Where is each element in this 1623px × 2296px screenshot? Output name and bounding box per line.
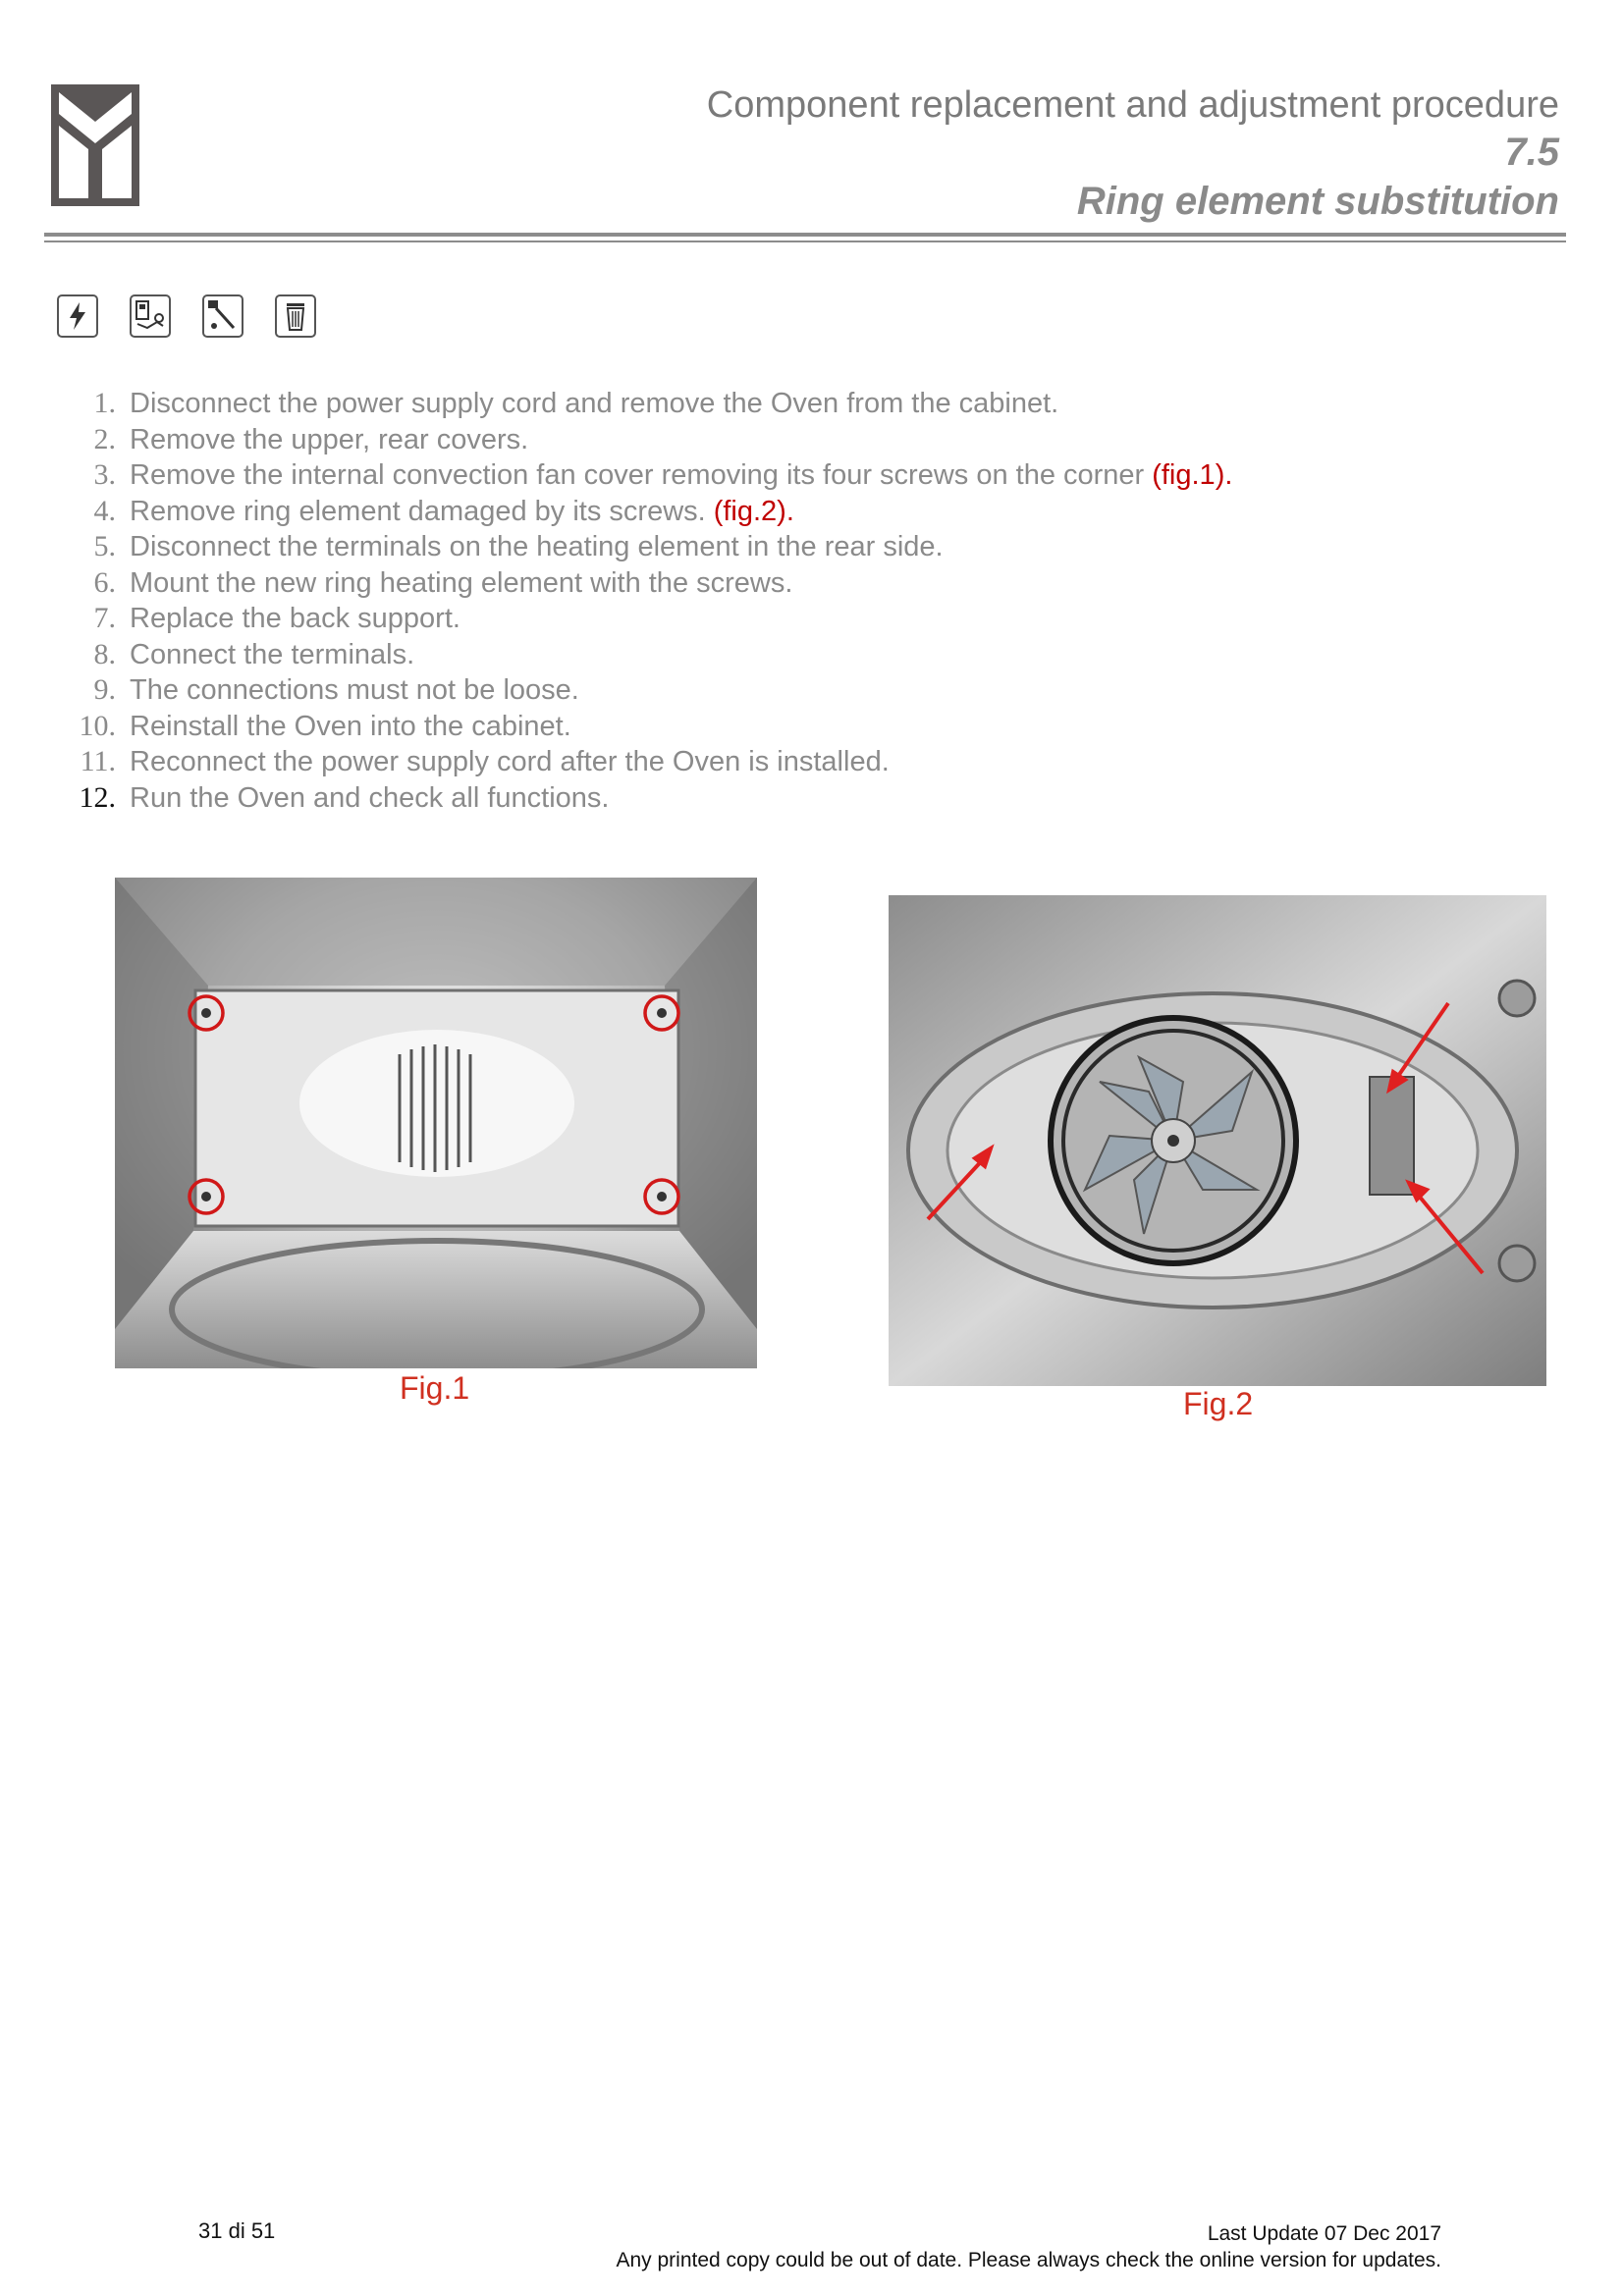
step-number: 8. — [93, 637, 116, 670]
step-text: Remove the internal convection fan cover removing its four screws on the corner — [130, 459, 1145, 491]
figure-1-photo — [115, 878, 757, 1368]
list-item — [59, 422, 1232, 458]
trash-bin-icon — [275, 294, 316, 338]
step-number: 4. — [93, 494, 116, 527]
figure-2-photo — [889, 895, 1546, 1386]
step-number: 7. — [93, 602, 116, 634]
list-item — [59, 386, 1232, 422]
list-item — [59, 601, 1232, 637]
step-text: Disconnect the power supply cord and remove the Oven from the cabinet. — [130, 388, 1059, 419]
list-item — [59, 637, 1232, 673]
figure-reference: (fig.2). — [713, 495, 794, 527]
step-number: 6. — [93, 565, 116, 599]
step-text: Disconnect the terminals on the heating element in the rear side. — [130, 531, 944, 562]
screwdriver-icon — [202, 294, 243, 338]
page-header — [707, 82, 1559, 226]
step-text: Run the Oven and check all functions. — [130, 781, 610, 814]
step-number: 11. — [80, 745, 116, 777]
step-text: The connections must not be loose. — [130, 674, 579, 706]
list-item — [59, 672, 1232, 709]
step-number: 12. — [79, 780, 116, 814]
header-subject: Component replacement and adjustment procedure — [706, 84, 1559, 126]
step-number: 5. — [93, 530, 116, 562]
step-text: Remove ring element damaged by its screws. — [130, 495, 706, 527]
page-number: 31 di 51 — [198, 2218, 276, 2243]
header-divider-thin — [44, 240, 1566, 242]
list-item — [59, 529, 1232, 565]
step-number: 9. — [93, 673, 116, 706]
page-footer — [616, 2220, 1441, 2273]
step-number: 10. — [79, 709, 116, 742]
list-item — [59, 780, 1232, 817]
step-text: Connect the terminals. — [130, 638, 415, 670]
tools-icon — [130, 294, 171, 338]
step-number: 2. — [93, 422, 116, 455]
step-number: 1. — [93, 387, 116, 419]
step-text: Mount the new ring heating element with the screws. — [130, 566, 793, 599]
list-item — [59, 494, 1232, 530]
last-update: Last Update 07 Dec 2017 — [1207, 2222, 1441, 2245]
header-divider — [44, 233, 1566, 237]
safety-icons-row — [57, 294, 316, 338]
step-text: Remove the upper, rear covers. — [130, 423, 529, 455]
company-logo — [51, 84, 139, 206]
procedure-steps — [59, 386, 1232, 816]
power-disconnect-icon — [57, 294, 98, 338]
step-text: Reconnect the power supply cord after the Oven is installed. — [130, 746, 890, 777]
list-item — [59, 709, 1232, 745]
section-number: 7.5 — [1504, 131, 1559, 174]
disclaimer: Any printed copy could be out of date. Please always check the online version for updates. — [616, 2249, 1441, 2271]
figure-1-caption: Fig.1 — [400, 1370, 470, 1406]
step-number: 3. — [93, 458, 116, 491]
list-item — [59, 744, 1232, 780]
list-item — [59, 565, 1232, 602]
figure-reference: (fig.1). — [1152, 459, 1233, 491]
step-text: Replace the back support. — [130, 603, 460, 634]
list-item — [59, 457, 1232, 494]
figure-2-caption: Fig.2 — [1183, 1386, 1254, 1421]
step-text: Reinstall the Oven into the cabinet. — [130, 710, 571, 742]
section-title: Ring element substitution — [1076, 180, 1559, 223]
